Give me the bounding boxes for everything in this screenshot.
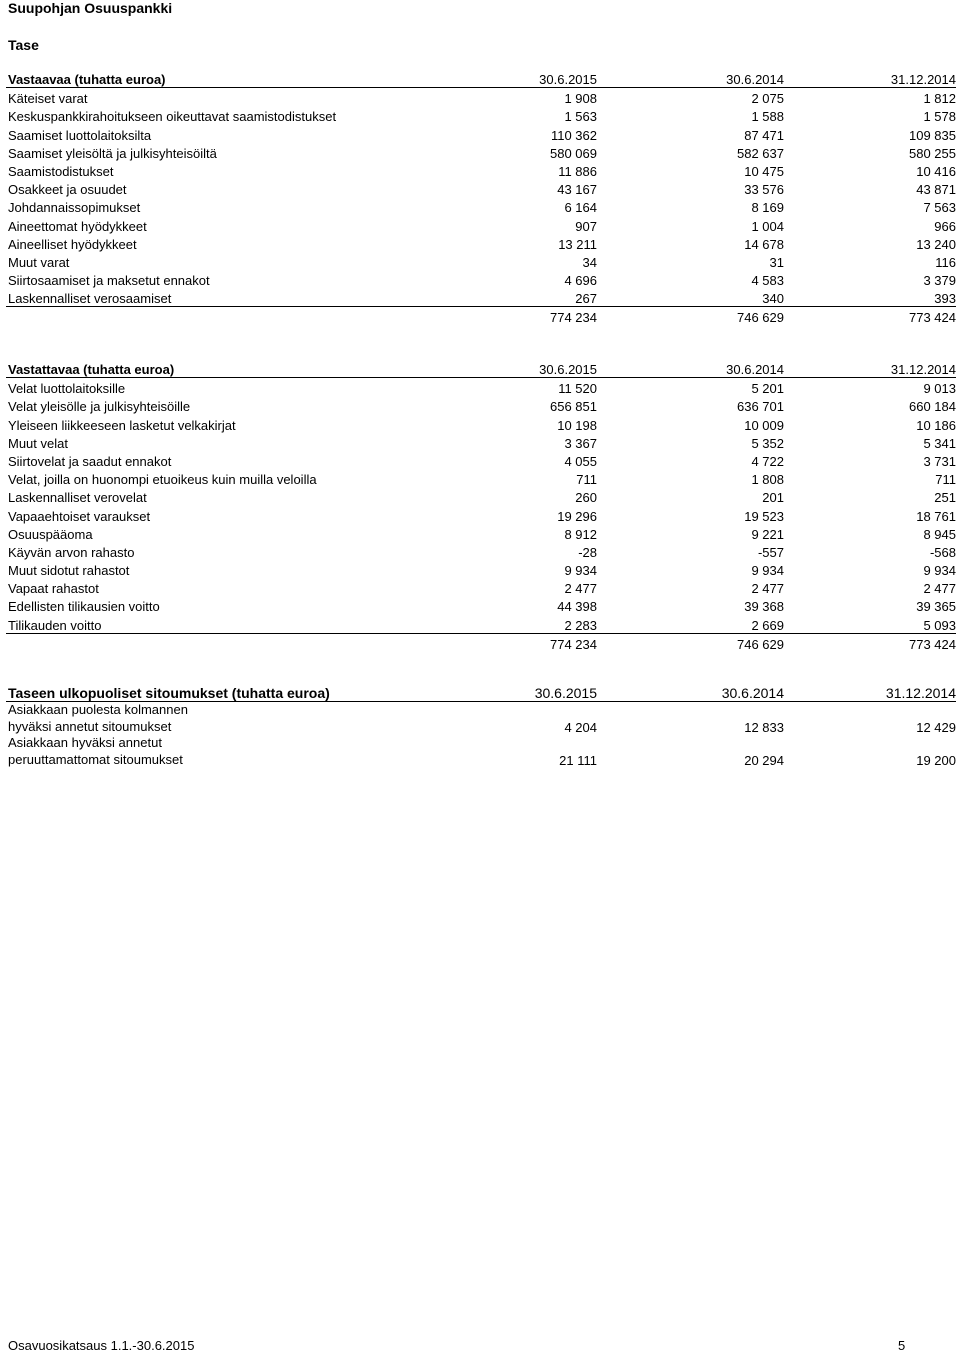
value-cell: 2 669	[751, 617, 784, 633]
value-cell: 580 069	[550, 145, 597, 161]
value-cell: 18 761	[916, 508, 956, 524]
value-cell: 966	[934, 218, 956, 234]
table-row	[6, 161, 956, 179]
row-label-line: hyväksi annetut sitoumukset	[8, 718, 172, 734]
value-cell: 10 416	[916, 163, 956, 179]
total-cell: 746 629	[737, 310, 784, 326]
value-cell: 1 578	[923, 109, 956, 125]
value-cell: 19 200	[916, 753, 956, 768]
value-cell: 8 912	[564, 526, 597, 542]
value-cell: 33 576	[744, 182, 784, 198]
col-header-3: 31.12.2014	[890, 362, 956, 377]
row-label: Vapaat rahastot	[8, 581, 99, 597]
value-cell: 5 341	[923, 435, 956, 451]
value-cell: 43 871	[916, 182, 956, 198]
row-label: Saamiset yleisöltä ja julkisyhteisöiltä	[8, 145, 217, 161]
assets-header-label: Vastaavaa (tuhatta euroa)	[8, 72, 166, 87]
table-row	[6, 451, 956, 469]
value-cell: 267	[575, 291, 597, 307]
total-cell: 746 629	[737, 636, 784, 652]
row-label: Keskuspankkirahoitukseen oikeuttavat saamistodistukset	[8, 109, 337, 125]
value-cell: 10 009	[744, 417, 784, 433]
table-row	[6, 270, 956, 288]
value-cell: 10 198	[557, 417, 597, 433]
table-row	[6, 505, 956, 523]
value-cell: 10 475	[744, 163, 784, 179]
value-cell: 5 352	[751, 435, 784, 451]
value-cell: -568	[929, 544, 956, 560]
table-row	[6, 578, 956, 596]
table-row	[6, 560, 956, 578]
col-header-3: 31.12.2014	[885, 685, 956, 701]
row-label: Käyvän arvon rahasto	[8, 544, 135, 560]
value-cell: 19 523	[744, 508, 784, 524]
total-cell: 773 424	[909, 636, 956, 652]
value-cell: 6 164	[564, 200, 597, 216]
value-cell: 116	[935, 254, 956, 270]
total-cell: 774 234	[550, 310, 597, 326]
value-cell: 340	[762, 291, 784, 307]
value-cell: 8 169	[751, 200, 784, 216]
row-label: Siirtovelat ja saadut ennakot	[8, 453, 172, 469]
row-label: Laskennalliset verosaamiset	[8, 291, 172, 307]
value-cell: 1 588	[751, 109, 784, 125]
table-row	[6, 215, 956, 233]
value-cell: 393	[934, 291, 956, 307]
liabilities-table	[6, 358, 956, 652]
row-label-line: Asiakkaan hyväksi annetut	[8, 735, 162, 750]
value-cell: 20 294	[744, 753, 784, 768]
value-cell: 10 186	[916, 417, 956, 433]
table-row	[6, 414, 956, 432]
value-cell: 2 477	[564, 581, 597, 597]
row-label: Saamistodistukset	[8, 163, 114, 179]
liabilities-header-row	[6, 358, 956, 378]
row-label	[6, 702, 477, 735]
table-row	[6, 252, 956, 270]
value-cell: 636 701	[737, 399, 784, 415]
row-label: Käteiset varat	[8, 91, 88, 107]
value-cell: 9 221	[751, 526, 784, 542]
value-cell: 711	[935, 472, 956, 488]
liabilities-header-label: Vastattavaa (tuhatta euroa)	[8, 362, 175, 377]
col-header-2: 30.6.2014	[726, 362, 784, 377]
table-row	[6, 542, 956, 560]
value-cell: 7 563	[923, 200, 956, 216]
value-cell: 5 093	[923, 617, 956, 633]
value-cell: 1 808	[751, 472, 784, 488]
row-label: Yleiseen liikkeeseen lasketut velkakirjat	[8, 417, 236, 433]
table-row	[6, 179, 956, 197]
row-label: Muut sidotut rahastot	[8, 563, 130, 579]
table-row	[6, 396, 956, 414]
value-cell: 31	[769, 254, 784, 270]
value-cell: -557	[757, 544, 784, 560]
assets-table	[6, 68, 956, 325]
table-row	[6, 433, 956, 451]
assets-rows	[6, 88, 956, 306]
value-cell: 907	[575, 218, 597, 234]
value-cell: 4 696	[564, 273, 597, 289]
table-row	[6, 614, 956, 632]
value-cell: 9 013	[923, 381, 956, 397]
value-cell: 9 934	[564, 563, 597, 579]
col-header-1: 30.6.2015	[539, 362, 597, 377]
row-label: Johdannaissopimukset	[8, 200, 141, 216]
table-row	[6, 735, 956, 768]
value-cell: 1 812	[923, 91, 956, 107]
table-row	[6, 378, 956, 396]
value-cell: 110 362	[550, 127, 597, 143]
value-cell: 109 835	[909, 127, 956, 143]
value-cell: 11 520	[558, 381, 597, 397]
row-label: Muut varat	[8, 254, 70, 270]
value-cell: 4 583	[751, 273, 784, 289]
value-cell: 11 886	[558, 163, 597, 179]
value-cell: 1 908	[564, 91, 597, 107]
row-label: Edellisten tilikausien voitto	[8, 599, 160, 615]
col-header-2: 30.6.2014	[721, 685, 784, 701]
total-cell: 774 234	[550, 636, 597, 652]
col-header-3: 31.12.2014	[890, 72, 956, 87]
off-balance-rows	[6, 702, 956, 768]
table-row	[6, 469, 956, 487]
row-label: Velat, joilla on huonompi etuoikeus kuin muilla veloilla	[8, 472, 317, 488]
off-balance-header-label: Taseen ulkopuoliset sitoumukset (tuhatta euroa)	[8, 685, 330, 701]
table-row	[6, 143, 956, 161]
value-cell: 582 637	[737, 145, 784, 161]
value-cell: 3 731	[923, 453, 956, 469]
value-cell: 3 367	[564, 435, 597, 451]
value-cell: 13 211	[558, 236, 597, 252]
value-cell: 9 934	[923, 563, 956, 579]
value-cell: 44 398	[557, 599, 597, 615]
value-cell: 34	[582, 254, 597, 270]
row-label: Tilikauden voitto	[8, 617, 102, 633]
row-label: Aineettomat hyödykkeet	[8, 218, 147, 234]
value-cell: 8 945	[923, 526, 956, 542]
off-balance-header-row	[6, 682, 956, 702]
liabilities-rows	[6, 378, 956, 633]
table-row	[6, 197, 956, 215]
col-header-1: 30.6.2015	[539, 72, 597, 87]
row-label-line: Asiakkaan puolesta kolmannen	[8, 702, 188, 717]
table-row	[6, 234, 956, 252]
row-label: Aineelliset hyödykkeet	[8, 236, 137, 252]
value-cell: 14 678	[744, 236, 784, 252]
value-cell: 9 934	[751, 563, 784, 579]
value-cell: 660 184	[909, 399, 956, 415]
table-row	[6, 524, 956, 542]
liabilities-total-row	[6, 633, 956, 652]
table-row	[6, 487, 956, 505]
value-cell: 87 471	[744, 127, 784, 143]
col-header-2: 30.6.2014	[726, 72, 784, 87]
company-name: Suupohjan Osuuspankki	[8, 0, 173, 16]
value-cell: 251	[934, 490, 956, 506]
value-cell: 580 255	[909, 145, 956, 161]
table-row	[6, 88, 956, 106]
value-cell: 711	[576, 472, 597, 488]
value-cell: 656 851	[550, 399, 597, 415]
total-cell: 773 424	[909, 310, 956, 326]
value-cell: 5 201	[751, 381, 784, 397]
page-number: 5	[898, 1338, 906, 1353]
row-label: Muut velat	[8, 435, 68, 451]
table-row	[6, 124, 956, 142]
value-cell: 3 379	[923, 273, 956, 289]
value-cell: 12 429	[916, 720, 956, 735]
table-row	[6, 596, 956, 614]
off-balance-table	[6, 682, 956, 768]
value-cell: 4 204	[564, 720, 597, 735]
value-cell: 1 563	[564, 109, 597, 125]
value-cell: 2 477	[923, 581, 956, 597]
row-label: Velat luottolaitoksille	[8, 381, 126, 397]
row-label: Osakkeet ja osuudet	[8, 182, 127, 198]
value-cell: 2 075	[751, 91, 784, 107]
value-cell: 19 296	[557, 508, 597, 524]
value-cell: 4 722	[751, 453, 784, 469]
table-row	[6, 288, 956, 306]
row-label: Osuuspääoma	[8, 526, 93, 542]
table-row	[6, 702, 956, 735]
value-cell: 12 833	[744, 720, 784, 735]
footer-report-title: Osavuosikatsaus 1.1.-30.6.2015	[8, 1338, 195, 1353]
value-cell: 21 111	[559, 753, 597, 768]
value-cell: 2 477	[751, 581, 784, 597]
assets-total-row	[6, 306, 956, 325]
row-label: Saamiset luottolaitoksilta	[8, 127, 152, 143]
row-label: Velat yleisölle ja julkisyhteisöille	[8, 399, 191, 415]
col-header-1: 30.6.2015	[534, 685, 597, 701]
row-label-line: peruuttamattomat sitoumukset	[8, 751, 183, 767]
value-cell: 260	[575, 490, 597, 506]
row-label: Vapaaehtoiset varaukset	[8, 508, 151, 524]
table-row	[6, 106, 956, 124]
row-label	[6, 735, 477, 768]
value-cell: 201	[762, 490, 784, 506]
value-cell: 4 055	[564, 453, 597, 469]
value-cell: -28	[578, 544, 597, 560]
assets-header-row	[6, 68, 956, 88]
value-cell: 39 368	[744, 599, 784, 615]
document-title: Tase	[8, 37, 39, 53]
value-cell: 43 167	[557, 182, 597, 198]
value-cell: 1 004	[751, 218, 784, 234]
row-label: Laskennalliset verovelat	[8, 490, 147, 506]
value-cell: 2 283	[564, 617, 597, 633]
row-label: Siirtosaamiset ja maksetut ennakot	[8, 273, 210, 289]
value-cell: 13 240	[916, 236, 956, 252]
value-cell: 39 365	[916, 599, 956, 615]
